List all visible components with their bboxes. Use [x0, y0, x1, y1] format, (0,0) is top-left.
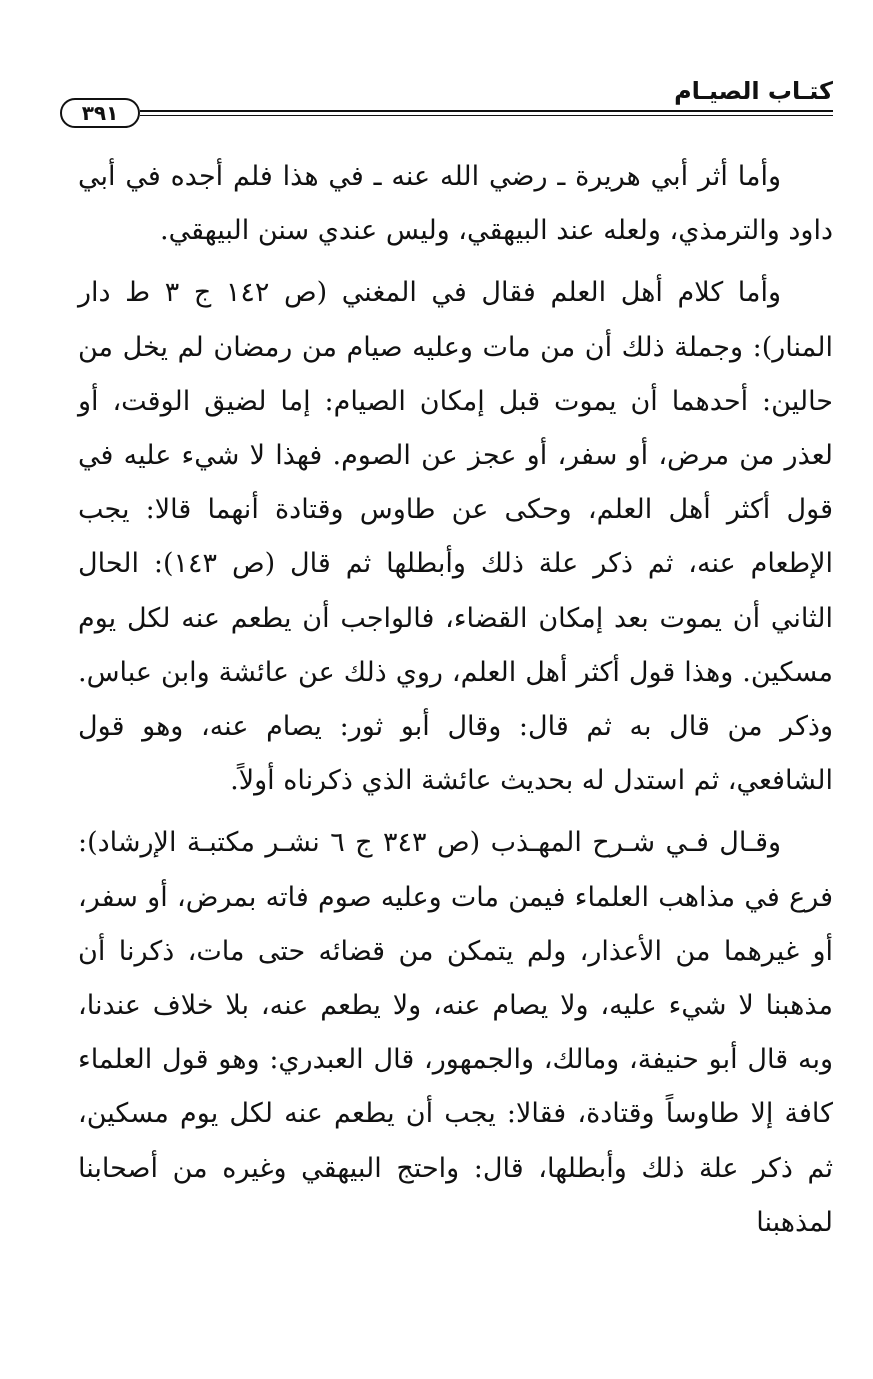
header-rule-thin — [140, 115, 833, 116]
page-header — [60, 70, 833, 130]
paragraph-al-mughni: وأما كلام أهل العلم فقال في المغني (ص ١٤٢ ج ٣ ط دار المنار): وجملة ذلك أن من مات وعليه صيام من رمضان لم يخل من حالين: أحدهما أن يموت قبل إمكان الصيام: إما لضيق الوقت، أو لعذر من مرض، أو سفر، أو عجز عن الصوم. فهذا لا شيء عليه في قول أكثر أهل العلم، وحكى عن طاوس وقتادة أنهما قالا: يجب الإطعام عنه، ثم ذكر علة ذلك وأبطلها ثم قال (ص ١٤٣): الحال الثاني أن يموت بعد إمكان القضاء، فالواجب أن يطعم عنه لكل يوم مسكين. وهذا قول أكثر أهل العلم، روي ذلك عن عائشة وابن عباس. وذكر من قال به ثم قال: وقال أبو ثور: يصام عنه، وهو قول الشافعي، ثم استدل له بحديث عائشة الذي ذكرناه أولاً. — [78, 277, 833, 797]
page-number-badge: ٣٩١ — [60, 98, 140, 128]
paragraph-abu-hurayra: وأما أثر أبي هريرة ـ رضي الله عنه ـ في هذا فلم أجده في أبي داود والترمذي، ولعله عند البيهقي، وليس عندي سنن البيهقي. — [78, 161, 833, 247]
book-title: كتـاب الصيـام — [674, 77, 833, 105]
paragraph-sharh-al-muhadhdhab: وقـال فـي شـرح المهـذب (ص ٣٤٣ ج ٦ نشـر مكتبـة الإرشاد): فرع في مذاهب العلماء فيمن مات وعليه صوم فاته بمرض، أو سفر، أو غيرهما من الأعذار، ولم يتمكن من قضائه حتى مات، ذكرنا أن مذهبنا لا شيء عليه، ولا يصام عنه، ولا يطعم عنه، بلا خلاف عندنا، وبه قال أبو حنيفة، ومالك، والجمهور، قال العبدري: وهو قول العلماء كافة إلا طاوساً وقتادة، فقالا: يجب أن يطعم عنه لكل يوم مسكين، ثم ذكر علة ذلك وأبطلها، قال: واحتج البيهقي وغيره من أصحابنا لمذهبنا — [78, 827, 833, 1238]
header-rule-thick — [140, 110, 833, 112]
body-text — [78, 150, 833, 1258]
